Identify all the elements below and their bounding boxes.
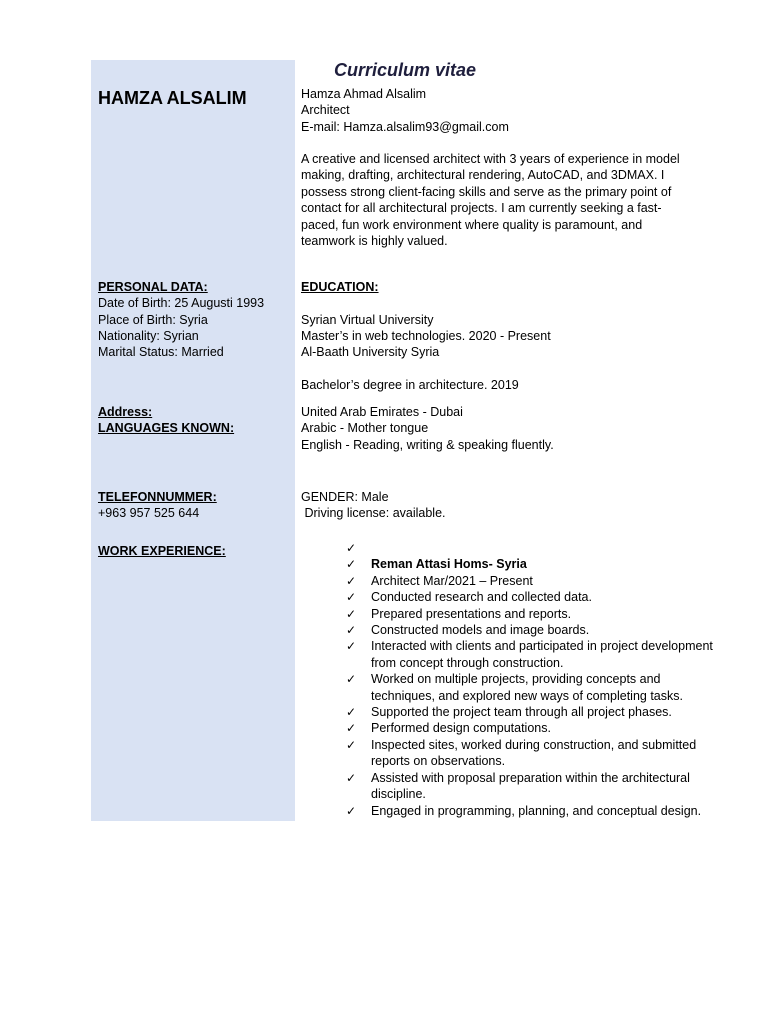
work-item-text: Inspected sites, worked during construction, and submitted reports on observations. bbox=[371, 737, 697, 769]
phone-number: +963 957 525 644 bbox=[98, 506, 200, 520]
check-icon: ✓ bbox=[346, 606, 357, 621]
profile-line: possess strong client-facing skills and serve as the primary point of bbox=[301, 184, 672, 199]
work-item-text: Engaged in programming, planning, and conceptual design. bbox=[371, 803, 702, 818]
marital-status: Marital Status: Married bbox=[98, 345, 224, 359]
check-icon: ✓ bbox=[346, 803, 357, 818]
work-item bbox=[346, 737, 721, 770]
work-item bbox=[346, 720, 721, 736]
work-item bbox=[346, 589, 721, 605]
full-name: Hamza Ahmad Alsalim bbox=[301, 87, 427, 101]
phone-heading: TELEFONNUMMER: bbox=[98, 490, 217, 504]
work-item bbox=[346, 540, 721, 556]
work-item-text: Conducted research and collected data. bbox=[371, 590, 592, 605]
work-item-text: Constructed models and image boards. bbox=[371, 623, 590, 638]
work-item bbox=[346, 671, 721, 704]
work-item bbox=[346, 573, 721, 589]
gender: GENDER: Male bbox=[301, 490, 389, 504]
work-item bbox=[346, 704, 721, 720]
profile-line: contact for all architectural projects. I am currently seeking a fast- bbox=[301, 201, 662, 216]
work-item-text: Assisted with proposal preparation within the architectural discipline. bbox=[371, 770, 690, 802]
work-item bbox=[346, 770, 721, 803]
profile-line: A creative and licensed architect with 3 years of experience in model bbox=[301, 152, 680, 166]
work-experience-heading: WORK EXPERIENCE: bbox=[98, 544, 226, 558]
driving-license: Driving license: available. bbox=[301, 506, 446, 520]
education-line: Al-Baath University Syria bbox=[301, 345, 440, 359]
work-item bbox=[346, 556, 721, 572]
name-heading: HAMZA ALSALIM bbox=[98, 88, 247, 108]
profile-line: paced, fun work environment where quality is paramount, and bbox=[301, 217, 643, 232]
work-item bbox=[346, 638, 721, 671]
email: E-mail: Hamza.alsalim93@gmail.com bbox=[301, 120, 509, 134]
address-value: United Arab Emirates - Dubai bbox=[301, 405, 463, 419]
check-icon: ✓ bbox=[346, 590, 357, 605]
document-title: Curriculum vitae bbox=[334, 60, 477, 80]
work-item bbox=[346, 622, 721, 638]
check-icon: ✓ bbox=[346, 737, 357, 752]
languages-heading: LANGUAGES KNOWN: bbox=[98, 421, 235, 435]
check-icon: ✓ bbox=[346, 705, 357, 720]
work-item-text: Prepared presentations and reports. bbox=[371, 606, 572, 621]
profession: Architect bbox=[301, 103, 350, 117]
address-heading: Address: bbox=[98, 405, 153, 419]
check-icon: ✓ bbox=[346, 573, 357, 588]
work-item-text: Worked on multiple projects, providing concepts and techniques, and explored new ways of completing tasks. bbox=[371, 672, 683, 703]
work-item-text: Reman Attasi Homs- Syria bbox=[371, 557, 527, 572]
check-icon: ✓ bbox=[346, 623, 357, 638]
work-item-text: Supported the project team through all project phases. bbox=[371, 705, 672, 720]
date-of-birth: Date of Birth: 25 Augusti 1993 bbox=[98, 296, 265, 310]
profile-paragraph bbox=[301, 151, 680, 249]
sidebar-panel bbox=[91, 60, 295, 821]
work-item bbox=[346, 803, 721, 819]
work-item-text: Interacted with clients and participated in project development from concept through construction. bbox=[371, 639, 713, 670]
check-icon: ✓ bbox=[346, 557, 357, 572]
work-item-text bbox=[371, 540, 721, 556]
check-icon: ✓ bbox=[346, 639, 357, 654]
language-english: English - Reading, writing & speaking fluently. bbox=[301, 438, 554, 452]
education-line: Master’s in web technologies. 2020 - Present bbox=[301, 329, 551, 343]
check-icon: ✓ bbox=[346, 672, 357, 687]
education-line: Bachelor’s degree in architecture. 2019 bbox=[301, 378, 519, 392]
check-icon: ✓ bbox=[346, 721, 357, 736]
education-line: Syrian Virtual University bbox=[301, 313, 434, 327]
language-arabic: Arabic - Mother tongue bbox=[301, 421, 429, 435]
nationality: Nationality: Syrian bbox=[98, 329, 199, 343]
check-icon: ✓ bbox=[346, 541, 357, 555]
work-experience-list bbox=[346, 540, 721, 819]
check-icon: ✓ bbox=[346, 770, 357, 785]
education-heading: EDUCATION: bbox=[301, 280, 379, 294]
work-item-text: Performed design computations. bbox=[371, 721, 551, 736]
personal-data-heading: PERSONAL DATA: bbox=[98, 280, 208, 294]
profile-line: making, drafting, architectural rendering, AutoCAD, and 3DMAX. I bbox=[301, 168, 665, 183]
profile-line: teamwork is highly valued. bbox=[301, 234, 448, 249]
work-item bbox=[346, 606, 721, 622]
work-item-text: Architect Mar/2021 – Present bbox=[371, 573, 533, 588]
place-of-birth: Place of Birth: Syria bbox=[98, 313, 208, 327]
